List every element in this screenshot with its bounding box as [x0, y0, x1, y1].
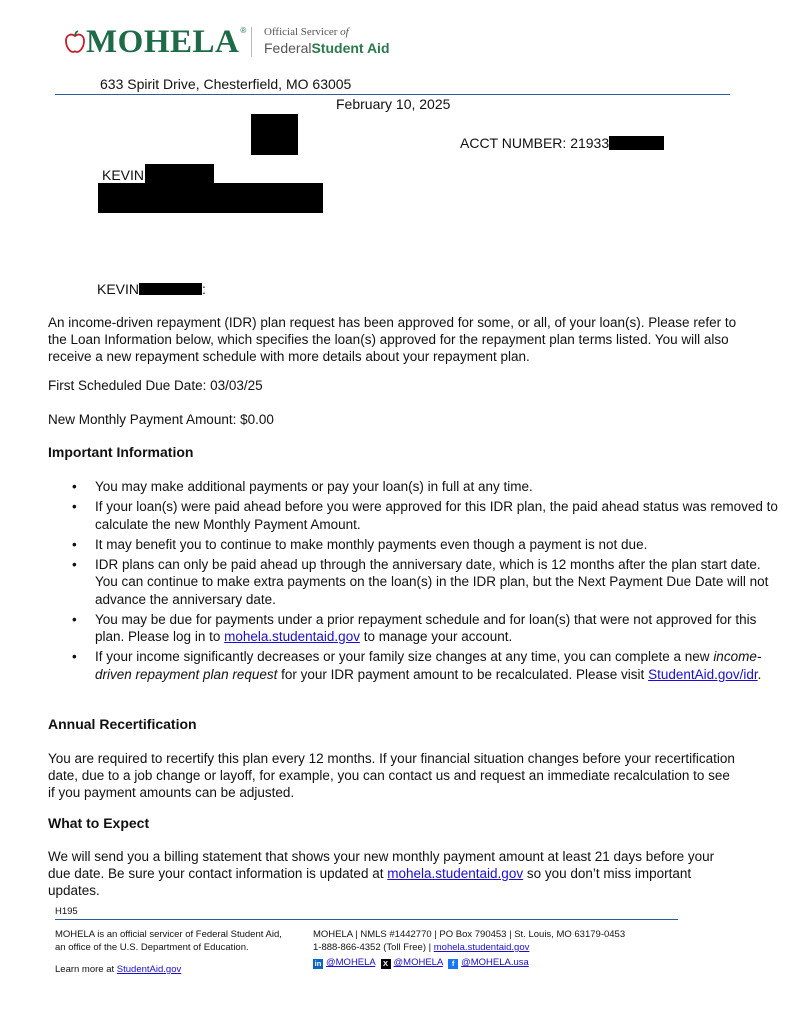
list-item [95, 556, 785, 609]
recipient-name-redaction [145, 164, 214, 183]
logo-divider [251, 27, 252, 57]
important-info-heading: Important Information [48, 444, 194, 460]
expect-text: We will send you a billing statement that shows your new monthly payment amount at least 21 days before your due date. Be sure your contact information is updated at [48, 849, 715, 881]
header-divider [55, 94, 730, 95]
bullet-text: for your IDR payment amount to be recalculated. Please visit [281, 666, 645, 682]
studentaid-idr-link[interactable]: StudentAid.gov/idr [648, 666, 758, 682]
monthly-payment-amount: New Monthly Payment Amount: $0.00 [48, 412, 274, 427]
mohela-logo [65, 24, 246, 60]
linkedin-icon: in [314, 959, 322, 968]
footer-phone-line [313, 941, 529, 954]
footer-learn-more [55, 963, 181, 976]
salutation-redaction [139, 283, 202, 295]
expect-text: so you don’t miss important updates. [48, 866, 692, 898]
salutation-name: KEVIN [97, 281, 140, 297]
servicer-prefix: Official Servicer [264, 26, 338, 38]
letter-date: February 10, 2025 [336, 96, 451, 112]
bullet-text: If your income significantly decreases or your family size changes at any time, you can complete a new [95, 649, 710, 664]
x-link[interactable]: @MOHELA [393, 957, 443, 968]
logo-wordmark: MOHELA [86, 24, 240, 60]
social-links [313, 956, 529, 969]
bullet-text: You may be due for payments under a prior repayment schedule and for loan(s) that were not approved for this plan. Please log in to [95, 611, 757, 644]
linkedin-link[interactable]: @MOHELA [326, 957, 376, 968]
account-number-label: ACCT NUMBER: 21933 [460, 135, 610, 151]
registered-mark: ® [240, 25, 247, 35]
bullet-text: You may make additional payments or pay your loan(s) in full at any time. [95, 479, 533, 494]
footer-contact-line: MOHELA | NMLS #1442770 | PO Box 790453 | St. Louis, MO 63179-0453 [313, 929, 626, 940]
what-to-expect-heading: What to Expect [48, 815, 150, 831]
servicer-federal: Federal [264, 40, 312, 56]
idr-request-italic: income-driven repayment plan request [95, 649, 762, 682]
mohela-studentaid-link[interactable]: mohela.studentaid.gov [224, 629, 360, 644]
phone-text: 1-888-866-4352 (Toll Free) | [313, 942, 432, 953]
recertification-heading: Annual Recertification [48, 716, 197, 732]
footer-left-line-1: MOHELA is an official servicer of Federal Student Aid, [55, 929, 282, 940]
list-item [95, 648, 785, 683]
list-item [95, 498, 785, 533]
bullet-text: If your loan(s) were paid ahead before you were approved for this IDR plan, the paid ahead status was removed to calculate the new Monthly Payment Amount. [95, 499, 778, 532]
servicer-of: of [340, 26, 349, 38]
footer-left-line-2: an office of the U.S. Department of Education. [55, 942, 249, 953]
servicer-student-aid: Student Aid [311, 40, 390, 56]
redaction-block [251, 114, 298, 155]
learn-more-label: Learn more at [55, 964, 115, 975]
recipient-address-redaction [98, 183, 323, 213]
bullet-period: . [757, 666, 762, 682]
intro-paragraph: An income-driven repayment (IDR) plan request has been approved for some, or all, of your loan(s). Please refer to the Loan Information below, which specifies the loan(s) approved for the repayment plan terms listed. You will also receive a new repayment schedule with more details about your repayment plan. [48, 315, 737, 364]
account-number-redaction [609, 136, 664, 150]
x-icon: X [381, 959, 391, 969]
salutation-colon: : [202, 281, 206, 297]
salutation [97, 281, 206, 297]
facebook-link[interactable]: @MOHELA.usa [461, 957, 529, 968]
facebook-icon: f [448, 959, 458, 969]
bullet-text: to manage your account. [363, 629, 513, 644]
bullet-text: It may benefit you to continue to make monthly payments even though a payment is not due. [95, 536, 648, 552]
bullet-text: IDR plans can only be paid ahead up through the anniversary date, which is 12 months after the plan start date. You can continue to make extra payments on the loan(s) in the IDR plan, but the Next Payment Due Date will not advance the anniversary date. [95, 556, 769, 607]
account-number [460, 135, 664, 151]
list-item [95, 478, 785, 496]
mohela-studentaid-link[interactable]: mohela.studentaid.gov [387, 866, 524, 881]
recertification-paragraph: You are required to recertify this plan every 12 months. If your financial situation changes before your recertification date, due to a job change or layoff, for example, you can contact us and request an immediate recalculation to see if you payment amounts can be adjusted. [48, 751, 735, 800]
studentaid-link[interactable]: StudentAid.gov [116, 964, 182, 975]
form-code: H195 [55, 906, 78, 917]
what-to-expect-paragraph [48, 848, 738, 899]
federal-student-aid-label [264, 40, 390, 56]
important-info-list [48, 478, 785, 686]
recipient-name: KEVIN [102, 167, 145, 183]
mohela-studentaid-link[interactable]: mohela.studentaid.gov [433, 942, 530, 953]
list-item [95, 536, 785, 554]
list-item [95, 611, 785, 646]
sender-address: 633 Spirit Drive, Chesterfield, MO 63005 [100, 76, 352, 92]
official-servicer-label [264, 26, 349, 38]
apple-icon [65, 30, 85, 54]
footer-divider [55, 919, 678, 920]
first-due-date: First Scheduled Due Date: 03/03/25 [48, 378, 263, 393]
